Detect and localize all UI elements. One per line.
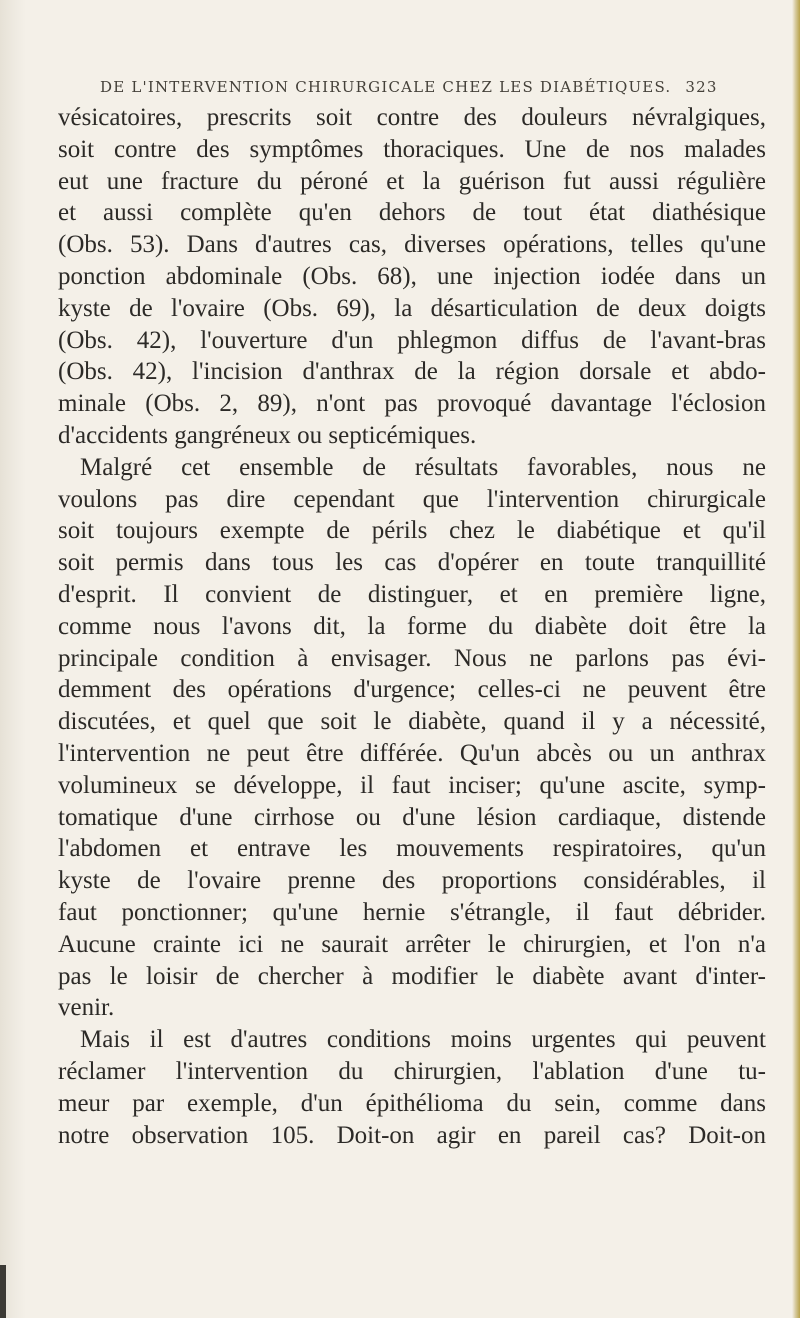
text-line: l'intervention ne peut être différée. Qu'un abcès ou un anthrax: [58, 739, 766, 767]
text-line: volumineux se développe, il faut inciser; qu'une ascite, symp-: [58, 771, 766, 799]
page-binding-shadow: [0, 0, 26, 1318]
text-line: ponction abdominale (Obs. 68), une injection iodée dans un: [58, 262, 766, 290]
text-line: Mais il est d'autres conditions moins urgentes qui peuvent: [80, 1026, 766, 1054]
page-number: 323: [685, 78, 718, 96]
text-line: pas le loisir de chercher à modifier le diabète avant d'inter-: [58, 962, 766, 990]
body-text: [58, 102, 766, 1151]
text-line: (Obs. 42), l'ouverture d'un phlegmon diffus de l'avant-bras: [58, 326, 766, 354]
page-edge: [792, 0, 800, 1318]
text-line: comme nous l'avons dit, la forme du diabète doit être la: [58, 612, 766, 640]
text-line: voulons pas dire cependant que l'intervention chirurgicale: [58, 485, 766, 513]
text-line: meur par exemple, d'un épithélioma du sein, comme dans: [58, 1089, 766, 1117]
text-line: faut ponctionner; qu'une hernie s'étrangle, il faut débrider.: [58, 898, 766, 926]
text-line: eut une fracture du péroné et la guérison fut aussi régulière: [58, 167, 766, 195]
text-line: notre observation 105. Doit-on agir en pareil cas? Doit-on: [58, 1121, 766, 1149]
text-line: principale condition à envisager. Nous ne parlons pas évi-: [58, 644, 766, 672]
page-corner-mark: [0, 1265, 6, 1318]
text-line: vésicatoires, prescrits soit contre des douleurs névralgiques,: [58, 104, 766, 131]
text-line: (Obs. 53). Dans d'autres cas, diverses opérations, telles qu'une: [58, 231, 766, 259]
text-line: soit contre des symptômes thoraciques. Une de nos malades: [58, 135, 766, 163]
text-line: et aussi complète qu'en dehors de tout état diathésique: [58, 199, 766, 227]
text-line: Aucune crainte ici ne saurait arrêter le chirurgien, et l'on n'a: [58, 930, 766, 958]
text-line: Malgré cet ensemble de résultats favorables, nous ne: [80, 453, 766, 481]
text-line: kyste de l'ovaire (Obs. 69), la désarticulation de deux doigts: [58, 294, 766, 322]
text-line: soit permis dans tous les cas d'opérer en toute tranquillité: [58, 549, 766, 577]
text-line: discutées, et quel que soit le diabète, quand il y a nécessité,: [58, 708, 766, 736]
text-line: minale (Obs. 2, 89), n'ont pas provoqué davantage l'éclosion: [58, 390, 766, 418]
text-line: tomatique d'une cirrhose ou d'une lésion cardiaque, distende: [58, 803, 766, 831]
text-line: l'abdomen et entrave les mouvements respiratoires, qu'un: [58, 835, 766, 863]
running-head-title: DE L'INTERVENTION CHIRURGICALE CHEZ LES DIABÉTIQUES.: [100, 78, 672, 96]
text-line: soit toujours exempte de périls chez le diabétique et qu'il: [58, 517, 766, 545]
text-line: demment des opérations d'urgence; celles-ci ne peuvent être: [58, 676, 766, 704]
text-line: d'accidents gangréneux ou septicémiques.: [58, 421, 477, 449]
running-head: [100, 78, 760, 96]
text-line: kyste de l'ovaire prenne des proportions considérables, il: [58, 867, 766, 895]
text-line: d'esprit. Il convient de distinguer, et en première ligne,: [58, 580, 766, 608]
text-line: venir.: [58, 994, 115, 1022]
text-line: réclamer l'intervention du chirurgien, l'ablation d'une tu-: [58, 1057, 766, 1085]
text-line: (Obs. 42), l'incision d'anthrax de la région dorsale et abdo-: [58, 358, 766, 386]
